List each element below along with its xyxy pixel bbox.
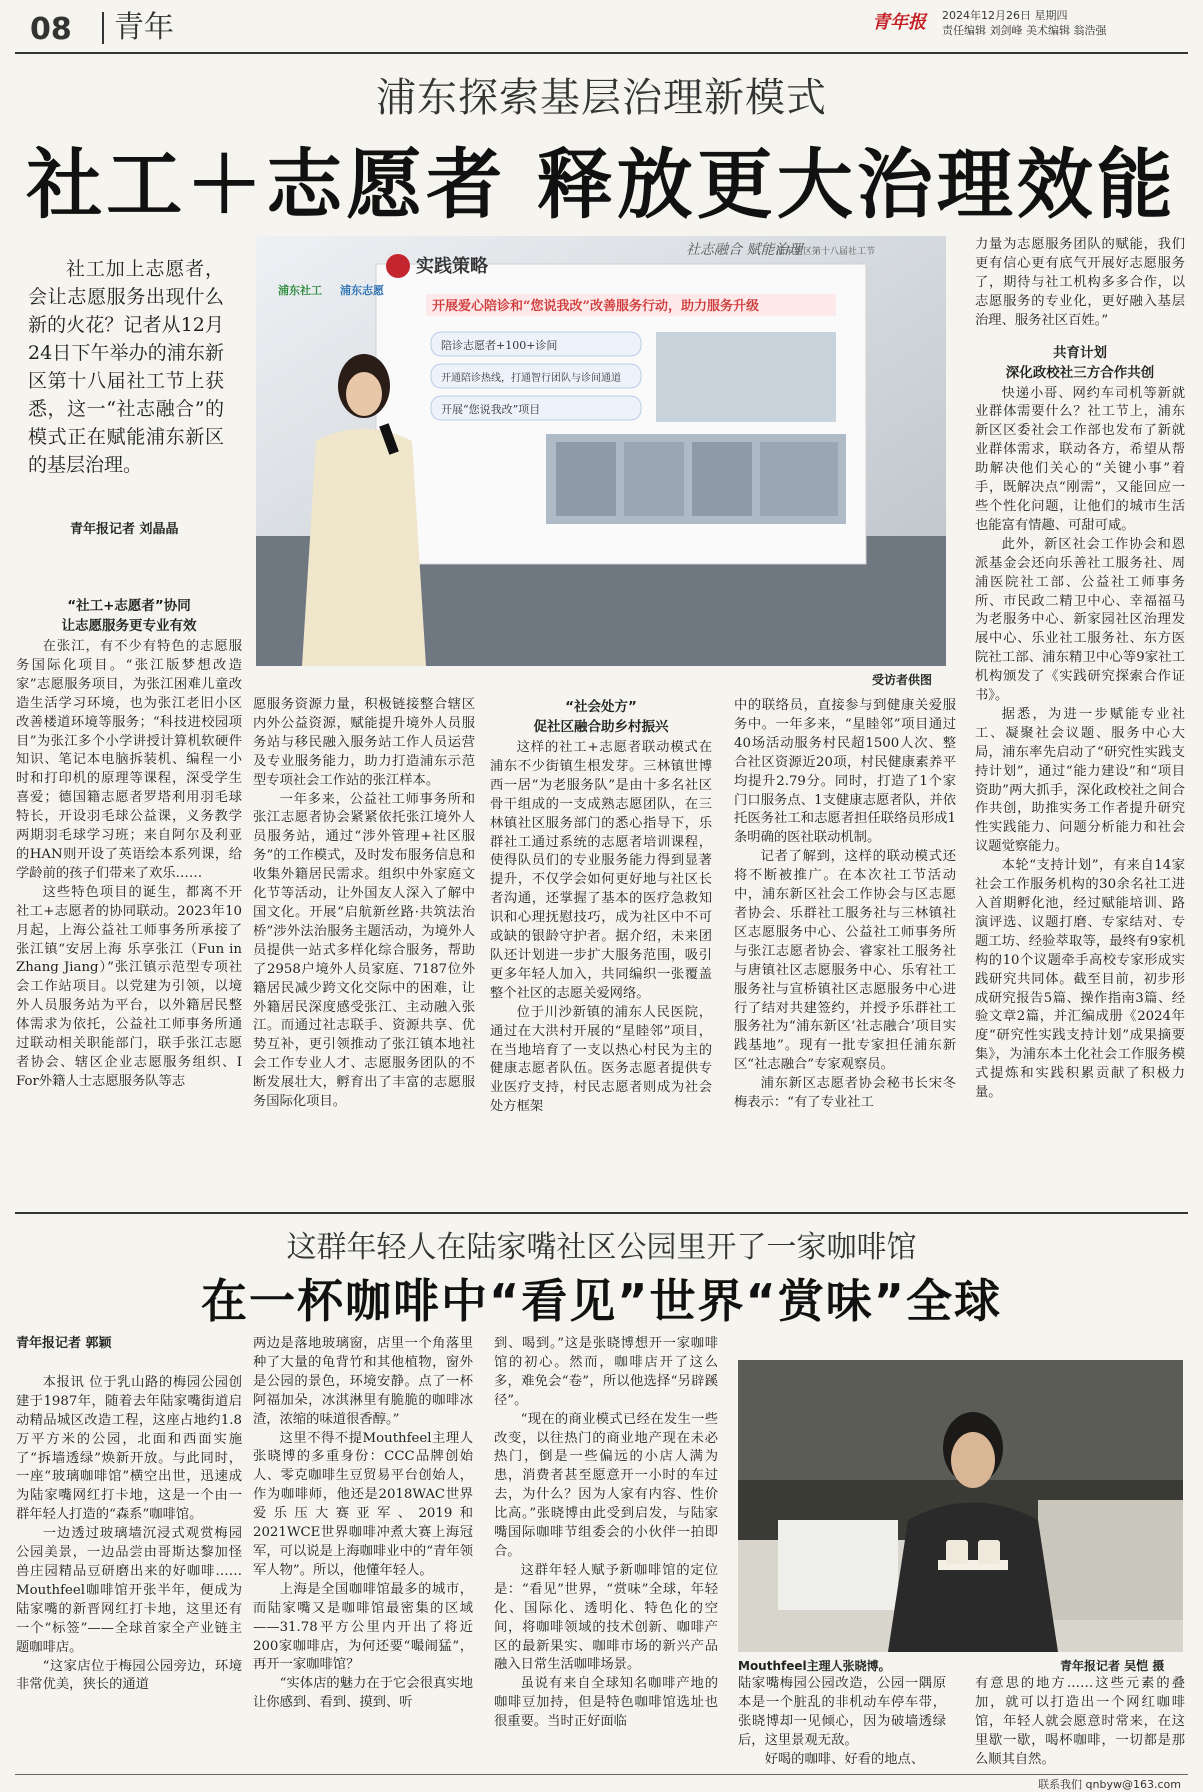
editors-credit: 责任编辑 刘剑峰 美术编辑 翁浩强 <box>942 24 1107 37</box>
article2-column-3 <box>494 1335 718 1732</box>
paragraph: 陆家嘴梅园公园改造，公园一隅原本是一个脏乱的非机动车停车带，张晓博却一见倾心，因为破墙透绿后，这里景观无敌。 <box>738 1676 946 1748</box>
paragraph: 这样的社工+志愿者联动模式在浦东不少街镇生根发芽。三林镇世博西一居“为老服务队”是由十多名社区骨干组成的一支成熟志愿团队，在三林镇社区服务部门的悉心指导下，乐群社工通过系统的志愿者培训课程，使得队员们的专业服务能力得到显著提升，不仅学会如何更好地与社区长者沟通，还掌握了基本的医疗急救知识和心理抚慰技巧，成为社区中不可或缺的银龄守护者。据介绍，未来团队还计划进一步扩大服务范围，吸引更多年轻人加入，共同编织一张覆盖整个社区的志愿关爱网络。 <box>490 740 712 1001</box>
slide-title: 实践策略 <box>416 256 488 277</box>
paragraph: 一边透过玻璃墙沉浸式观赏梅园公园美景，一边品尝由哥斯达黎加怪兽庄园精品豆研磨出来的好咖啡……Mouthfeel咖啡馆开张半年，便成为陆家嘴的新晋网红打卡地，这里还有一个“标签”——全球首家全产业链主题咖啡店。 <box>16 1526 242 1655</box>
issue-date: 2024年12月26日 星期四 <box>942 9 1068 22</box>
paragraph: 本轮“支持计划”，有来自14家社会工作服务机构的30余名社工进入首期孵化池，经过赋能培训、路演评选、议题打磨、专家结对、专题工坊、经验萃取等，最终有9家机构的10个议题牵手高校专家形成实践研究共同体。截至目前，初步形成研究报告5篇、操作指南3篇、经验文章2篇，并汇编成册《2024年度“研究性实践支持计划”成果摘要集》，为浦东本土化社会工作服务模式提炼和实践积累贡献了积极力量。 <box>975 858 1185 1101</box>
article2-headline: 在一杯咖啡中“看见”世界“赏味”全球 <box>201 1274 1002 1328</box>
article1-column-5 <box>975 236 1185 1103</box>
paragraph: 一年多来，公益社工师事务所和张江志愿者协会紧紧依托张江境外人员服务站，通过“涉外管理+社区服务”的工作模式，及时发布服务信息和收集外籍居民需求。组织中外家庭文化节等活动，让外国友人深入了解中国文化。开展“启航新丝路·共筑法治桥”涉外法治服务主题活动，为境外人员提供一站式多样化综合服务，帮助了2958户境外人员家庭、7187位外籍居民减少跨文化交际中的困难，让外籍居民深度感受张江、主动融入张江。而通过社志联手、资源共享、优势互补，更引领推动了张江镇本地社会工作专业人才、志愿服务团队的不断发展壮大，孵育出了丰富的志愿服务国际化项目。 <box>253 791 475 1110</box>
paragraph: 此外，新区社会工作协会和恩派基金会还向乐善社工服务社、周浦医院社工部、公益社工师事务所、市民政二精卫中心、幸福福马为老服务中心、新家园社区治理发展中心、乐业社工服务社、东方医院社工部、浦东精卫中心等9家社工机构颁发了《实践研究探索合作证书》。 <box>975 536 1185 704</box>
slide-banner: 开展爱心陪诊和“您说我改”改善服务行动，助力服务升级 <box>432 299 759 314</box>
bottom-rule <box>15 1774 1188 1775</box>
top-rule <box>15 52 1188 54</box>
paragraph: 两边是落地玻璃窗，店里一个角落里种了大量的龟背竹和其他植物，窗外是公园的景色，环境安静。点了一杯阿福加朵，冰淇淋里有脆脆的咖啡冰渣，浓缩的味道很香醇。” <box>253 1336 473 1427</box>
paragraph: 快递小哥、网约车司机等新就业群体需要什么？社工节上，浦东新区区委社会工作部也发布了新就业群体需求，联动各方，希望从帮助解决他们关心的“关键小事”着手，既解决点“刚需”，又能回应一些个性化问题，让他们的城市生活也能富有情趣、可甜可咸。 <box>975 385 1185 533</box>
article2-column-2 <box>253 1335 473 1713</box>
paragraph: 据悉，为进一步赋能专业社工、凝聚社会议题、服务中心大局，浦东率先启动了“研究性实践支持计划”，通过“能力建设”和“项目资助”两大抓手，深化政校社之间合作共创，助推实务工作者提升研究性实践能力、问题分析能力和社会议题觉察能力。 <box>975 706 1185 855</box>
paragraph: 力量为志愿服务团队的赋能，我们更有信心更有底气开展好志愿服务了，期待与社工机构多多合作，以志愿服务的专业化，更好融入基层治理、服务社区百姓。” <box>975 237 1185 328</box>
paragraph: 这里不得不提Mouthfeel主理人张晓博的多重身份：CCC品牌创始人、零克咖啡生豆贸易平台创始人，作为咖啡师，他还是2018WAC世界爱乐压大赛亚军、2019和2021WCE世界咖啡冲煮大赛上海冠军，可以说是上海咖啡业中的“青年领军人物”。所以，他懂年轻人。 <box>253 1430 473 1578</box>
cafe-photo-illustration <box>738 1360 1183 1652</box>
newspaper-logo: 青年报 <box>872 12 926 33</box>
section-heading-co-cultivation: 共育计划 深化政校社三方合作共创 <box>1005 344 1155 381</box>
article1-photo-credit: 受访者供图 <box>872 673 933 687</box>
article2-photo-caption: Mouthfeel主理人张晓博。 <box>738 1659 891 1673</box>
article1-headline: 社工＋志愿者 释放更大治理效能 <box>26 140 1177 229</box>
paragraph: “实体店的魅力在于它会很真实地让你感到、看到、摸到、听 <box>253 1676 473 1711</box>
article1-photo <box>256 236 946 666</box>
dateline <box>942 8 1107 38</box>
section-heading-collaboration: “社工+志愿者”协同 让志愿服务更专业有效 <box>61 598 197 634</box>
paragraph: 本报讯 位于乳山路的梅园公园创建于1987年，随着去年陆家嘴街道启动精品城区改造工程，这座占地约1.8万平方米的公园，北面和西面实施了“拆墙透绿”焕新开放。与此同时，一座“玻璃咖啡馆”横空出世，迅速成为陆家嘴网红打卡地，这是一个由一群年轻人打造的“森系”咖啡馆。 <box>16 1374 242 1523</box>
backdrop-slogan: 社志融合 赋能治理 <box>686 242 803 258</box>
paragraph: 有意思的地方……这些元素的叠加，就可以打造出一个网红咖啡馆，年轻人就会愿意时常来，在这里歇一歇，喝杯咖啡，一切都是那么顺其自然。 <box>975 1676 1185 1767</box>
article1-byline: 青年报记者 刘晶晶 <box>70 522 179 537</box>
page-number: 08 <box>30 12 72 47</box>
article1-column-1 <box>16 596 242 1092</box>
article2-column-4 <box>738 1675 946 1770</box>
middle-rule <box>15 1212 1188 1214</box>
slide-item-3: 开展“您说我改”项目 <box>441 403 541 416</box>
paragraph: 浦东新区志愿者协会秘书长宋冬梅表示：“有了专业社工 <box>734 1076 956 1111</box>
logo-pudong-volunteer: 浦东志愿 <box>340 284 384 297</box>
article1-column-4 <box>734 697 956 1113</box>
article1-lead: 社工加上志愿者，会让志愿服务出现什么新的火花？记者从12月24日下午举办的浦东新区第十八届社工节上获悉，这一“社志融合”的模式正在赋能浦东新区的基层治理。 <box>28 258 224 476</box>
paragraph: 上海是全国咖啡馆最多的城市，而陆家嘴又是咖啡馆最密集的区域——31.78平方公里内开出了将近200家咖啡店，为何还要“嘬闹猛”，再开一家咖啡馆？ <box>253 1581 473 1673</box>
paragraph: 在张江，有不少有特色的志愿服务国际化项目。“张江版梦想改造家”志愿服务项目，为张江困难儿童改造生活学习环境，也为张江老旧小区改善楼道环境等服务；“科技进校园项目”为张江多个小学讲授计算机软硬件知识、笔记本电脑拆装机、编程一小时和打印机的原理等课程，深受学生喜爱；德国籍志愿者罗塔利用羽毛球特长，开设羽毛球公益课，义务教学两期羽毛球学习班；来自阿尔及利亚的HAN则开设了英语绘本系列课，给学龄前的孩子们带来了欢乐…… <box>16 639 242 881</box>
article2-column-5 <box>975 1675 1185 1770</box>
slide-item-1: 陪诊志愿者+100+诊间 <box>441 339 558 352</box>
logo-pudong-social-work: 浦东社工 <box>278 284 322 297</box>
article1-column-3 <box>490 697 712 1117</box>
paragraph: 这群年轻人赋予新咖啡馆的定位是：“看见”世界，“赏味”全球，年轻化、国际化、透明化、特色化的空间，将咖啡领域的技术创新、咖啡产区的最新果实、咖啡市场的新兴产品融入日常生活咖啡场景。 <box>494 1562 718 1673</box>
paragraph: 到、喝到。”这是张晓博想开一家咖啡馆的初心。然而，咖啡店开了这么多，难免会“卷”，所以他选择“另辟蹊径”。 <box>494 1336 718 1408</box>
article2-photo-credit: 青年报记者 吴恺 摄 <box>1060 1659 1165 1673</box>
article1-kicker: 浦东探索基层治理新模式 <box>376 75 827 121</box>
paragraph: 好喝的咖啡、好看的地点、 <box>764 1751 925 1767</box>
article2-kicker: 这群年轻人在陆家嘴社区公园里开了一家咖啡馆 <box>286 1230 917 1265</box>
paragraph: 愿服务资源力量，积极链接整合辖区内外公益资源，赋能提升境外人员服务站与移民融入服务站工作人员运营及专业服务能力，助力打造浦东示范型专项社会工作站的张江样本。 <box>253 697 475 788</box>
paragraph: 记者了解到，这样的联动模式还将不断被推广。在本次社工节活动中，浦东新区社会工作协会与区志愿者协会、乐群社工服务社与三林镇社区志愿服务中心、公益社工师事务所与张江志愿者协会、睿家社工服务社与唐镇社区志愿服务中心、乐宥社工服务社与宣桥镇社区志愿服务中心进行了结对共建签约，并授予乐群社工服务社为“浦东新区‘社志融合’项目实践基地”。现有一批专家担任浦东新区“社志融合”专家观察员。 <box>734 849 956 1073</box>
section-name: 青年 <box>102 12 174 44</box>
paragraph: 虽说有来自全球知名咖啡产地的咖啡豆加持，但是特色咖啡馆选址也很重要。当时正好面临 <box>494 1676 718 1730</box>
slide-item-2: 开通陪诊热线，打通智行团队与诊间通道 <box>441 373 621 384</box>
paragraph: “这家店位于梅园公园旁边，环境非常优美，狭长的通道 <box>16 1658 242 1693</box>
paragraph: 这些特色项目的诞生，都离不开社工+志愿者的协同联动。2023年10月起，上海公益社工师事务所承接了张江镇“安居上海 乐享张江（Fun in Zhang Jiang）”张江镇示范型专项社会工作站项目。以党建为引领，以境外人员服务站为平台，以外籍居民整体需求为依托，公益社工师事务所通过联动相关职能部门，联手张江志愿者协会、辖区企业志愿服务组织、I For外籍人士志愿服务队等志 <box>16 884 242 1089</box>
article2-column-1 <box>16 1335 242 1695</box>
footer-contact: 联系我们 qnbyw@163.com <box>1038 1778 1181 1791</box>
paragraph: 位于川沙新镇的浦东人民医院，通过在大洪村开展的“星睦邻”项目，在当地培育了一支以热心村民为主的健康志愿者队伍。医务志愿者提供专业医疗支持，村民志愿者则成为社会处方框架 <box>490 1004 712 1115</box>
article2-byline: 青年报记者 郭颖 <box>16 1336 112 1351</box>
conference-photo-illustration <box>256 236 946 666</box>
article1-column-2 <box>253 696 475 1112</box>
article2-photo <box>738 1360 1183 1652</box>
paragraph: “现在的商业模式已经在发生一些改变，以往热门的商业地产现在未必热门，倒是一些偏远的小店人满为患，消费者甚至愿意开一小时的车过去，为什么？因为人家有内容、性价比高。”张晓博由此受到启发，与陆家嘴国际咖啡节组委会的小伙伴一拍即合。 <box>494 1411 718 1559</box>
paragraph: 中的联络员，直接参与到健康关爱服务中。一年多来，“星睦邻”项目通过40场活动服务村民超1500人次、整合社区资源近20项，村民健康素养平均提升2.79分。同时，打造了1个家门口服务点、1支健康志愿者队，并依托医务社工和志愿者担任联络员形成1条明确的医社联动机制。 <box>734 698 956 846</box>
backdrop-event: 浦东新区第十八届社工节 <box>776 247 876 257</box>
section-heading-social-prescription: “社会处方” 促社区融合助乡村振兴 <box>533 699 669 735</box>
